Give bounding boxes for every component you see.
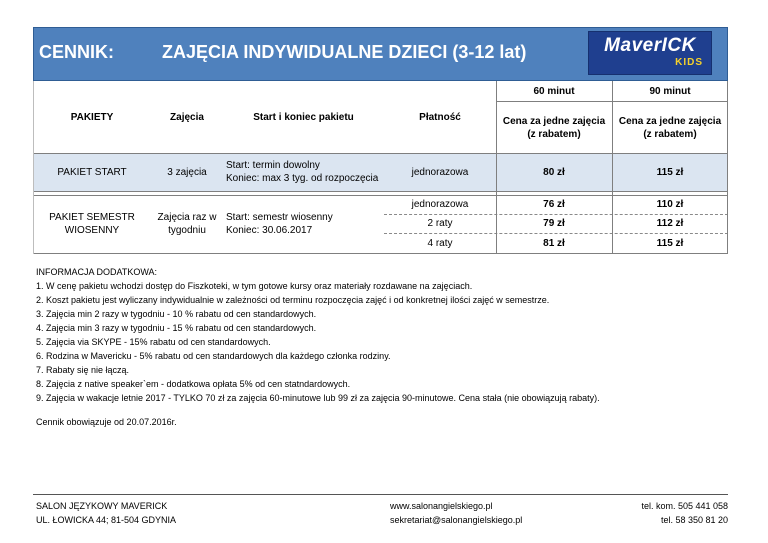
- header-bar: [33, 27, 728, 81]
- logo-text: MaverICK: [604, 35, 696, 56]
- price-table: [33, 81, 728, 253]
- maverick-kids-logo: [588, 31, 712, 75]
- head-platnosc: Płatność: [419, 111, 461, 123]
- grid-line: [33, 253, 728, 254]
- grid-line: [33, 81, 34, 254]
- start-package-date-end: Koniec: max 3 tyg. od rozpoczęcia: [226, 173, 379, 184]
- footer-company: [36, 499, 176, 527]
- semester-row-1-price-90: 110 zł: [656, 199, 684, 210]
- semester-row-3-price-90: 115 zł: [656, 237, 684, 249]
- footer-email[interactable]: sekretariat@salonangielskiego.pl: [390, 515, 523, 525]
- start-package-name: PAKIET START: [57, 166, 127, 178]
- footer-phones: [641, 499, 728, 527]
- info-item: 5. Zajęcia via SKYPE - 15% rabatu od cen standardowych.: [36, 337, 271, 347]
- start-package-classes: 3 zajęcia: [167, 166, 207, 178]
- footer-phone: tel. 58 350 81 20: [660, 515, 728, 525]
- info-item: 7. Rabaty się nie łączą.: [36, 365, 130, 375]
- col-60-header: 60 minut: [533, 85, 575, 97]
- head-zajecia: Zajęcia: [170, 111, 204, 123]
- info-heading: INFORMACJA DODATKOWA:: [36, 267, 158, 277]
- footer-address: UL. ŁOWICKA 44; 81-504 GDYNIA: [36, 515, 177, 525]
- footer-contact: [390, 499, 522, 527]
- info-item: 6. Rodzina w Mavericku - 5% rabatu od cen standardowych dla każdego członka rodziny.: [36, 351, 391, 361]
- grid-line: [33, 191, 728, 192]
- semester-package-name: PAKIET SEMESTR WIOSENNY: [49, 212, 135, 236]
- footer-www[interactable]: www.salonangielskiego.pl: [390, 501, 493, 511]
- header-label: CENNIK:: [39, 42, 114, 62]
- head-cena-90: Cena za jedne zajęcia (z rabatem): [618, 116, 722, 140]
- start-package-dates: [223, 153, 384, 191]
- info-item: 1. W cenę pakietu wchodzi dostęp do Fiszkoteki, w tym gotowe kursy oraz materiały rozdawane na zajęciach.: [36, 281, 473, 291]
- footer-phone-mobile: tel. kom. 505 441 058: [641, 501, 728, 511]
- semester-row-3-payment: 4 raty: [427, 237, 453, 249]
- semester-package-date-end: Koniec: 30.06.2017: [226, 225, 313, 236]
- semester-package-date-start: Start: semestr wiosenny: [226, 212, 333, 223]
- grid-dash: [384, 214, 728, 215]
- semester-row-2-price-60: 79 zł: [543, 218, 565, 229]
- info-item: 9. Zajęcia w wakacje letnie 2017 - TYLKO 70 zł za zajęcia 60-minutowe lub 99 zł za zajęcia 90-minutowe. Cena stała (nie obowiązują rabaty).: [36, 393, 600, 403]
- grid-line: [33, 153, 728, 154]
- start-package-price-90: 115 zł: [656, 166, 684, 178]
- info-item: 2. Koszt pakietu jest wyliczany indywidualnie w zależności od terminu rozpoczęcia zajęć i od konkretnej ilości zajęć w semestrze.: [36, 295, 550, 305]
- head-cena-60: Cena za jedne zajęcia (z rabatem): [502, 116, 606, 140]
- head-pakiety: PAKIETY: [70, 111, 114, 123]
- grid-dash: [384, 233, 728, 234]
- start-package-date-start: Start: termin dowolny: [226, 160, 320, 171]
- info-item: 4. Zajęcia min 3 razy w tygodniu - 15 % rabatu od cen standardowych.: [36, 323, 317, 333]
- semester-package-classes: Zajęcia raz w tygodniu: [157, 212, 217, 236]
- semester-row-1-payment: jednorazowa: [411, 199, 469, 210]
- valid-from: Cennik obowiązuje od 20.07.2016r.: [36, 417, 177, 427]
- semester-row-2-payment: 2 raty: [427, 218, 453, 229]
- header-title: ZAJĘCIA INDYWIDUALNE DZIECI (3-12 lat): [162, 42, 527, 62]
- start-package-payment: jednorazowa: [411, 166, 469, 178]
- semester-row-2-price-90: 112 zł: [656, 218, 684, 229]
- footer-company-name: SALON JĘZYKOWY MAVERICK: [36, 501, 168, 511]
- info-item: 8. Zajęcia z native speaker`em - dodatkowa opłata 5% od cen statndardowych.: [36, 379, 351, 389]
- logo-sub: KIDS: [675, 57, 703, 68]
- col-90-header: 90 minut: [649, 85, 691, 97]
- head-start: Start i koniec pakietu: [253, 111, 354, 123]
- start-package-price-60: 80 zł: [543, 166, 565, 178]
- grid-line: [496, 81, 497, 254]
- footer-divider: [33, 494, 728, 495]
- additional-info: [36, 265, 600, 405]
- info-item: 3. Zajęcia min 2 razy w tygodniu - 10 % rabatu od cen standardowych.: [36, 309, 317, 319]
- grid-line: [612, 81, 613, 254]
- semester-row-1-price-60: 76 zł: [543, 199, 565, 210]
- semester-row-3-price-60: 81 zł: [543, 237, 565, 249]
- semester-package-dates: [223, 195, 384, 253]
- grid-line: [33, 195, 728, 196]
- grid-line: [727, 81, 728, 254]
